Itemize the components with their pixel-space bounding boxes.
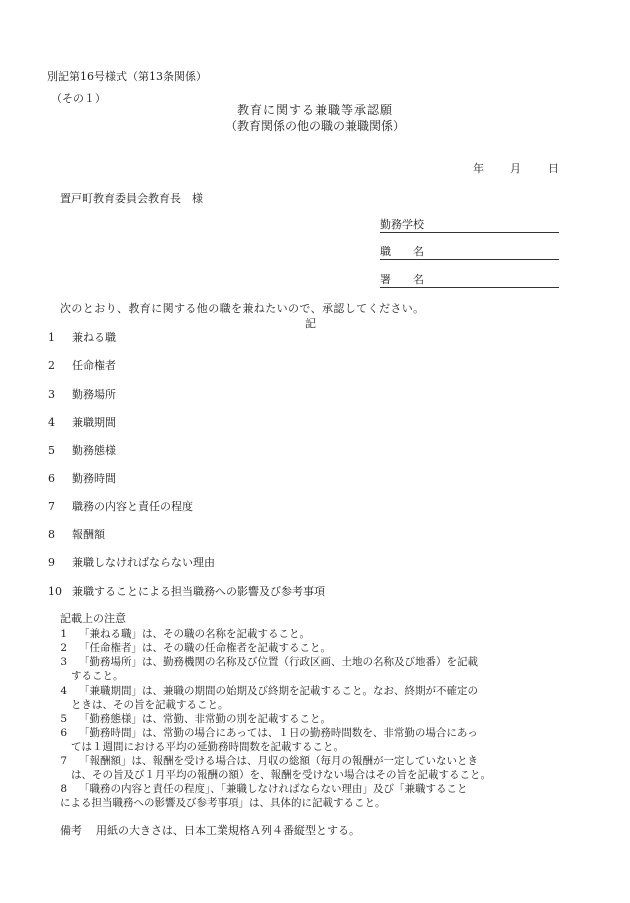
note-number: 6	[60, 727, 67, 739]
item-number: 8	[48, 528, 55, 541]
item-row	[48, 332, 116, 343]
item-label: 兼職期間	[72, 416, 116, 429]
note-text: 「勤務場所」は、勤務機関の名称及び位置（行政区画、土地の名称及び地番）を記載	[79, 656, 478, 668]
ki-heading: 記	[305, 317, 316, 330]
document-title: 教育に関する兼職等承認願	[236, 103, 393, 117]
item-number: 3	[48, 388, 55, 401]
item-label: 職務の内容と責任の程度	[72, 500, 193, 513]
note-continuation: ときは、その旨を記載すること。	[71, 699, 229, 711]
note-item	[47, 629, 310, 640]
signature-position-label: 職 名	[380, 245, 424, 258]
note-number: 1	[60, 628, 67, 640]
date-year-label: 年	[473, 162, 484, 175]
note-text: 「職務の内容と責任の程度」、「兼職しなければならない理由」及び「兼職すること	[79, 783, 468, 795]
note-continuation: は、その旨及び１月平均の報酬の額）を、報酬を受けない場合はその旨を記載すること。	[71, 769, 491, 781]
item-label: 任命権者	[72, 359, 116, 372]
item-number: 6	[48, 472, 55, 485]
item-row	[48, 473, 116, 484]
note-text: 「勤務態様」は、常勤、非常勤の別を記載すること。	[79, 713, 331, 725]
signature-name-line	[380, 273, 559, 288]
item-label: 勤務時間	[72, 472, 116, 485]
note-continuation: すること。	[71, 670, 124, 682]
date-month-label: 月	[510, 162, 521, 175]
note-number: 8	[60, 783, 67, 795]
item-number: 10	[48, 585, 62, 598]
signature-school-label: 勤務学校	[380, 218, 424, 231]
item-label: 兼職しなければならない理由	[72, 556, 215, 569]
note-item	[47, 728, 478, 739]
note-number: 3	[60, 656, 67, 668]
note-number: 7	[60, 755, 67, 767]
item-row	[48, 586, 325, 597]
item-row	[48, 529, 105, 540]
note-item	[47, 643, 331, 654]
item-row	[48, 501, 193, 512]
item-row	[48, 557, 215, 568]
item-number: 4	[48, 416, 55, 429]
intro-text: 次のとおり、教育に関する他の職を兼ねたいので、承認してください。	[60, 302, 425, 315]
item-label: 報酬額	[72, 528, 105, 541]
remark-text: 用紙の大きさは、日本工業規格Ａ列４番縦型とする。	[96, 824, 360, 837]
item-row	[48, 445, 116, 456]
signature-school-line	[380, 218, 559, 233]
form-reference: 別記第16号様式（第13条関係）	[47, 70, 207, 83]
note-text: 「勤務時間」は、常勤の場合にあっては、１日の勤務時間数を、非常勤の場合にあっ	[79, 727, 478, 739]
note-text: 「兼職期間」は、兼職の期間の始期及び終期を記載すること。なお、終期が不確定の	[79, 685, 478, 697]
item-number: 1	[48, 331, 55, 344]
note-text: 「任命権者」は、その職の任命権者を記載すること。	[79, 642, 331, 654]
note-number: 4	[60, 685, 67, 697]
date-day-label: 日	[548, 162, 559, 175]
item-label: 兼ねる職	[72, 331, 116, 344]
note-item	[47, 784, 468, 795]
note-item	[47, 686, 478, 697]
signature-name-label: 署 名	[380, 273, 424, 286]
remark-label: 備考	[60, 824, 82, 837]
item-row	[48, 389, 116, 400]
item-number: 5	[48, 444, 55, 457]
addressee: 置戸町教育委員会教育長 様	[60, 192, 203, 205]
note-item	[47, 657, 478, 668]
item-number: 2	[48, 359, 55, 372]
note-item	[47, 714, 331, 725]
item-number: 7	[48, 500, 55, 513]
notes-heading: 記載上の注意	[60, 612, 126, 625]
part-number: （その１）	[51, 92, 106, 105]
note-number: 5	[60, 713, 67, 725]
signature-position-line	[380, 245, 559, 260]
note-number: 2	[60, 642, 67, 654]
document-subtitle: （教育関係の他の職の兼職関係）	[224, 119, 405, 133]
note-continuation: による担当職務への影響及び参考事項」は、具体的に記載すること。	[60, 797, 386, 809]
item-label: 兼職することによる担当職務への影響及び参考事項	[72, 585, 325, 598]
note-continuation: ては１週間における平均の延勤務時間数を記載すること。	[71, 741, 344, 753]
item-row	[48, 417, 116, 428]
note-text: 「報酬額」は、報酬を受ける場合は、月収の総額（毎月の報酬が一定していないとき	[79, 755, 478, 767]
note-text: 「兼ねる職」は、その職の名称を記載すること。	[79, 628, 310, 640]
item-number: 9	[48, 556, 55, 569]
item-label: 勤務場所	[72, 388, 116, 401]
item-row	[48, 360, 116, 371]
note-item	[47, 756, 478, 767]
remark	[60, 825, 360, 836]
item-label: 勤務態様	[72, 444, 116, 457]
